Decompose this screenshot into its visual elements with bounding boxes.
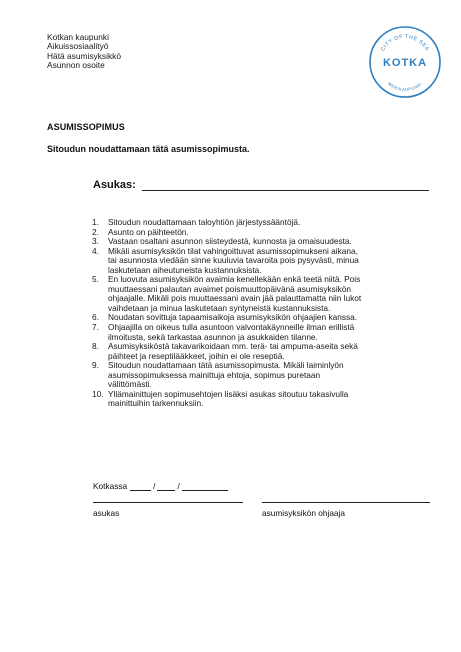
logo-text: KOTKA <box>382 57 428 69</box>
month-blank[interactable] <box>157 481 175 491</box>
rule-item: 2. Asunto on päihteetön. <box>92 226 189 237</box>
day-blank[interactable] <box>130 481 151 491</box>
logo-ring-top: CITY OF THE SEA <box>379 33 431 53</box>
date-separator: / <box>153 481 156 491</box>
year-blank[interactable] <box>182 481 228 491</box>
rule-item: 3. Vastaan osaltani asunnon siisteydestä, kunnosta ja omaisuudesta. <box>92 236 352 247</box>
rule-item: 6. Noudatan sovittuja tapaamisaikoja asumisyksikön ohjaajien kanssa. <box>92 312 358 323</box>
svg-text:MERIKAUPUNKI <box>387 81 423 92</box>
rule-item: 5. En luovuta asumisyksikön avaimia kenellekään enkä teetä niitä. Pois muuttaessani palautan avaimet poismuuttopäivänä asumisyksikön ohjaajalle. Mikäli pois muuttaessani avain jää palauttamatta niin lukot vaihdetaan ja minua laskutetaan syntyneistä kustannuksista. <box>92 274 362 313</box>
resident-blank-line[interactable] <box>142 178 429 191</box>
resident-label: Asukas: <box>93 179 136 191</box>
address-line: Asunnon osoite <box>47 60 105 71</box>
rule-item: 9. Sitoudun noudattamaan tätä asumissopimusta. Mikäli laiminlyön asumissopimuksessa mainittuja ehtoja, sopimus puretaan välittömästi. <box>92 360 344 390</box>
rule-item: 8. Asumisyksiköstä takavarikoidaan mm. terä- tai ampuma-aseita sekä päihteet ja reseptilääkkeet, joihin ei ole reseptiä. <box>92 341 358 361</box>
document-title: ASUMISSOPIMUS <box>47 122 125 132</box>
svg-text:CITY OF THE SEA <box>380 34 430 52</box>
address-line: Aikuissosiaalityö <box>47 41 109 52</box>
supervisor-signature-label: asumisyksikön ohjaaja <box>262 508 346 518</box>
date-separator: / <box>177 481 180 491</box>
rule-item: 10. Yllämainittujen sopimusehtojen lisäksi asukas sitoutuu takasivulla mainittuihin tarkennuksiin. <box>92 388 349 409</box>
supervisor-signature-line[interactable] <box>262 502 430 518</box>
place-label: Kotkassa <box>93 481 128 491</box>
resident-signature-label: asukas <box>93 508 120 518</box>
rules-list <box>92 218 366 409</box>
sender-address <box>47 33 121 71</box>
rule-item: 4. Mikäli asumisyksikön tilat vahingoittuvat asumissopimukseni aikana, tai asunnosta viedään sinne kuuluvia tavaroita pois pysyvästi, minua laskutetaan aiheutuneista kustannuksista. <box>92 245 359 275</box>
address-line: Hätä asumisyksikkö <box>47 50 122 61</box>
kotka-logo <box>367 24 443 100</box>
document-subtitle: Sitoudun noudattamaan tätä asumissopimusta. <box>47 144 250 154</box>
date-line <box>93 481 228 491</box>
logo-ring-bottom: MERIKAUPUNKI <box>387 81 423 93</box>
rule-item: 1. Sitoudun noudattamaan taloyhtiön järjestyssääntöjä. <box>92 217 301 227</box>
resident-signature-line[interactable] <box>93 502 243 518</box>
resident-field[interactable] <box>93 175 429 191</box>
rule-item: 7. Ohjaajilla on oikeus tulla asuntoon valvontakäynneille ilman erillistä ilmoitusta, sekä tarkastaa asunnon ja asukkaiden tilanne. <box>92 322 355 342</box>
address-line: Kotkan kaupunki <box>47 32 109 42</box>
